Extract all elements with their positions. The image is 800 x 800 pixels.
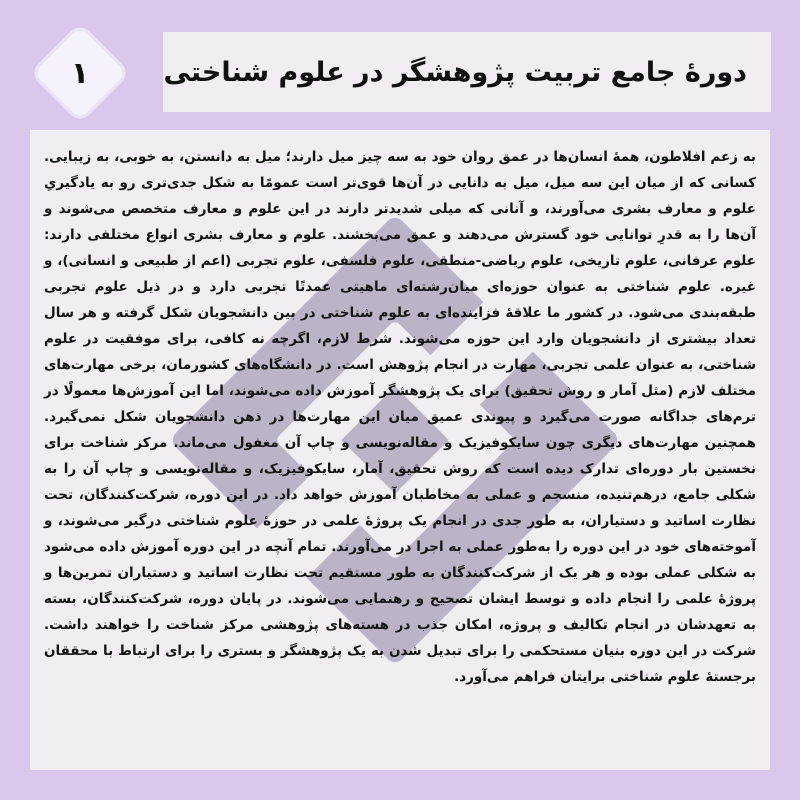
body-paragraph: به زعم افلاطون، همهٔ انسان‌ها در عمق روان خود به سه چیز میل دارند؛ میل به دانستن، به خوبی، به زیبایی. کسانی که از میان این سه میل، میل به دانایی در آن‌ها قوی‌تر است عمومًا به شکل جدی‌تری رو به یادگیریِ علوم و معارف بشری می‌آورند، و آنانی که میلی شدیدتر دارند در این علوم و معارف متخصص می‌شوند و آن‌ها را به قدرِ توانایی خود گسترش می‌دهند و عمق می‌بخشند. علوم و معارف بشری انواع مختلفی دارند: علوم عرفانی، علوم تاریخی، علوم ریاضی-منطقی، علوم فلسفی، علوم تجربی (اعم از طبیعی و انسانی)، و غیره. علوم شناختی به عنوان حوزه‌ای میان‌رشته‌ای ماهیتی عمدتًا تجربی دارد و در ذیل علوم تجربی طبقه‌بندی می‌شود. در کشور ما علاقهٔ فزاینده‌ای به علوم شناختی در بین دانشجویان شکل گرفته و هر سال تعداد بیشتری از دانشجویان وارد این حوزه می‌شوند. شرط لازم، اگرچه نه کافی، برای موفقیت در علوم شناختی، به عنوان علمی تجربی، مهارت در انجام پژوهش است. در دانشگاه‌های کشورمان، برخی مهارت‌های مختلف لازم (مثل آمار و روش تحقیق) برای یک پژوهشگر آموزش داده می‌شوند، اما این آموزش‌ها معمولًا در ترم‌های جداگانه صورت می‌گیرد و پیوندی عمیق میان این مهارت‌ها در ذهن دانشجویان شکل نمی‌گیرد. همچنین مهارت‌های دیگری چون سایکوفیزیک و مقاله‌نویسی و چاپ آن مغفول می‌ماند. مرکز شناخت برای نخستین بار دوره‌ای تدارک دیده است که روش تحقیق، آمار، سایکوفیزیک، و مقاله‌نویسی و چاپ آن را به شکلی جامع، درهم‌تنیده، منسجم و عملی به مخاطبان آموزش خواهد داد. در این دوره، شرکت‌کنندگان، تحت نظارت اساتید و دستیاران، به طور جدی در انجام یک پروژهٔ علمی در حوزهٔ علوم شناختی درگیر می‌شوند، و آموخته‌های خود در این دوره را به‌طور عملی به اجرا در می‌آورند. تمام آنچه در این دوره آموزش داده می‌شود به شکلی عملی بوده و هر یک از شرکت‌کنندگان به طور مستقیم تحت نظارت اساتید و دستیاران تمرین‌ها و پروژهٔ علمی را انجام داده و توسط ایشان تصحیح و رهنمایی می‌شوند. در پایان دوره، شرکت‌کنندگان، بسته به تعهدشان در انجام تکالیف و پروژه، امکان جذب در هسته‌های پژوهشی مرکز شناخت را خواهند داشت. شرکت در این دوره بنیان مستحکمی را برای تبدیل شدن به یک پژوهشگر و بستری را برای ارتباط با محققان برجستهٔ علوم شناختی برایتان فراهم می‌آورد. xyxy=(44,149,756,685)
number-badge: ۱ xyxy=(70,55,90,91)
title-banner xyxy=(163,32,771,112)
content-panel xyxy=(30,130,770,770)
page-title: دورهٔ جامع تربیت پژوهشگر در علوم شناختی xyxy=(163,56,747,88)
